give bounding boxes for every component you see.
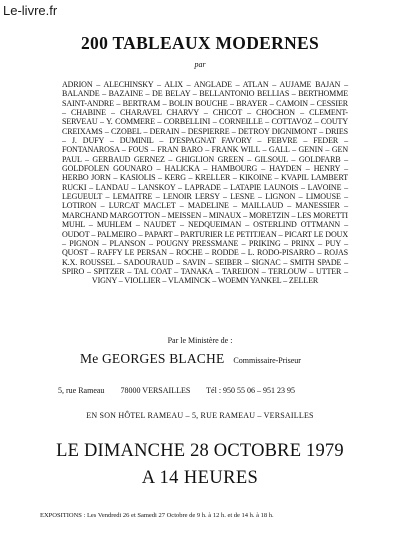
auctioneer <box>80 350 301 368</box>
sale-time: A 14 HEURES <box>141 468 259 488</box>
address-street: 5, rue Rameau <box>58 386 105 395</box>
by-label: par <box>194 60 206 69</box>
page-title: 200 TABLEAUX MODERNES <box>80 33 320 53</box>
auctioneer-role: Commissaire-Priseur <box>233 356 301 365</box>
artist-list: ADRION – ALECHINSKY – ALIX – ANGLADE – ATLAN – AUJAME BAJAN – BALANDE – BAZAINE – DE BELAY – BELLANTONIO BELLIAS – BERTHOMME SAINT-ANDRE – BERTRAM – BOLIN BOUCHE – BRAYER – CAMOIN – CESSIER – CHABINE – CHARAVEL CHARVY – CHICOT – CHOCHON – CLEMENT-SERVEAU – Y. COMMERE – CORBELLINI – CORNEILLE – COTTAVOZ – COUTY CREIXAMS – CZOBEL – DERAIN – DESPIERRE – DETROY DIGNIMONT – DRIES – J. DUFY – DUMINIL – D'ESPAGNAT FAVORY – FEBVRE – FEDER – FONTANAROSA – FOUS – FRAN BARO – FRANK WILL – GALL – GENIN – GEN PAUL – GERBAUD GERNEZ – GHIGLION GREEN – GILSOUL – GOLDFARB – GOLDFOLEN GOUNARO – HALICKA – HAMBOURG – HAYDEN – HENRY – HERBO JORN – KASIOLIS – KERG – KRELLER – KIKOINE – KVAPIL LAMBERT RUCKI – LANDAU – LANSKOY – LAPRADE – LATAPIE LAUNOIS – LAVOINE – LEGUEULT – LEMAITRE – LENOIR LERSY – LESNE – LIGNON – LIMOUSE – LOTIRON – LURCAT MACLET – MADELINE – MAILLAUD – MANESSIER – MARCHAND MARGOTTON – MEISSEN – MINAUX – MORETZIN – LES MORETTI MUHL – MUHLEM – NAUDET – NEDQUEIMAN – OSTERLIND OTTMANN – OUDOT – PALMEIRO – PAPART – PARTURIER LE PETITJEAN – PICART LE DOUX – PIGNON – PLANSON – POUGNY PRESSMANE – PRIKING – PRINX – PUY – QUOST – RAFFY LE PERSAN – ROCHE – RODDE – L. RODO-PISARRO – ROJAS K.X. ROUSSEL – SADOURAUD – SAVIN – SEIBER – SIGNAC – SMITH SPADE – SPIRO – SPITZER – TAL COAT – TANAKA – TAREIJON – TERLOUW – UTTER – VIGNY – VIOLLIER – VLAMINCK – WOEMN YANKEL – ZELLER <box>62 80 348 286</box>
address-city: 78000 VERSAILLES <box>120 386 191 395</box>
watermark-logo: Le-livre.fr <box>3 3 58 18</box>
auctioneer-name: Me GEORGES BLACHE <box>80 351 225 366</box>
exposition-info: EXPOSITIONS : Les Vendredi 26 et Samedi 27 Octobre de 9 h. à 12 h. et de 14 h. à 18 h. <box>40 512 274 519</box>
address-line <box>58 386 309 395</box>
sale-date: LE DIMANCHE 28 OCTOBRE 1979 <box>56 441 344 461</box>
venue-line: EN SON HÔTEL RAMEAU – 5, RUE RAMEAU – VERSAILLES <box>86 411 314 420</box>
ministere-label: Par le Ministère de : <box>167 336 233 345</box>
address-phone: Tél : 950 55 06 – 951 23 95 <box>206 386 296 395</box>
